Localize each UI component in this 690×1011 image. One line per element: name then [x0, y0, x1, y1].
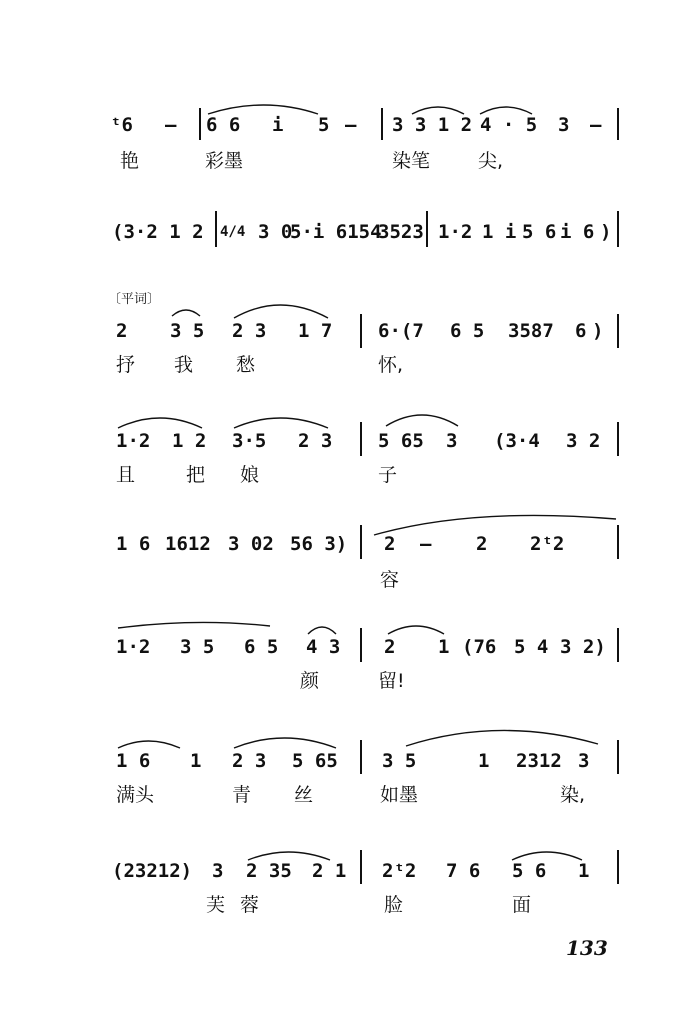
time-signature: 4/4 [220, 224, 246, 240]
lyric: 面 [512, 894, 532, 916]
lyric: 容 [380, 569, 400, 591]
slur [510, 844, 590, 862]
note: 5 65 [292, 750, 338, 772]
slur [410, 100, 470, 116]
note: — [420, 533, 432, 555]
note: (23212) [112, 860, 193, 882]
note: 1 [438, 636, 450, 658]
lyric: 娘 [240, 464, 260, 486]
lyric: 我 [174, 354, 194, 376]
note: ) [592, 320, 604, 342]
barline [360, 850, 362, 884]
barline [617, 740, 619, 774]
barline [617, 314, 619, 348]
note: 6 [575, 320, 587, 342]
lyric: 抒 [116, 354, 136, 376]
barline [381, 108, 383, 140]
lyric: 染笔 [392, 150, 431, 172]
note: 5 [318, 114, 330, 136]
note: 3 5 [382, 750, 417, 772]
note: 1 7 [298, 320, 333, 342]
barline [360, 740, 362, 774]
lyric: 且 [116, 464, 136, 486]
lyric: 子 [378, 464, 398, 486]
note: 5 6 [512, 860, 547, 882]
note: — [165, 114, 177, 136]
note: 6 5 [450, 320, 485, 342]
barline [617, 211, 619, 247]
barline [617, 422, 619, 456]
note: (76 [462, 636, 497, 658]
note: 3 [578, 750, 590, 772]
slur [232, 732, 342, 750]
note: i [272, 114, 284, 136]
note: ᵗ6 [110, 114, 133, 136]
slur [116, 412, 206, 430]
note: 2 [476, 533, 488, 555]
barline [617, 108, 619, 140]
note: 5 65 [378, 430, 424, 452]
note: 2ᵗ2 [530, 533, 565, 555]
note: 6 6 [206, 114, 241, 136]
note: (3·2 1 2 [112, 221, 204, 243]
note: 7 6 [446, 860, 481, 882]
note: 3 2) [560, 636, 606, 658]
slur [306, 620, 340, 636]
note: i 6 [560, 221, 595, 243]
note: 1 [478, 750, 490, 772]
lyric: 把 [186, 464, 206, 486]
barline [617, 850, 619, 884]
slur [170, 302, 204, 318]
barline [617, 628, 619, 662]
lyric: 芙 [206, 894, 226, 916]
note: 3 [212, 860, 224, 882]
note: 1 [578, 860, 590, 882]
note: 4 · 5 [480, 114, 538, 136]
note: 5·i 6154 [290, 221, 382, 243]
note: 3·5 [232, 430, 267, 452]
note: 1 6 [116, 750, 151, 772]
note: 2 1 [312, 860, 347, 882]
note: 2 35 [246, 860, 292, 882]
slur [206, 100, 326, 116]
note: 2ᵗ2 [382, 860, 417, 882]
lyric: 颜 [300, 670, 320, 692]
note: 2 [384, 636, 396, 658]
lyric: 尖, [478, 150, 504, 172]
note: 56 3) [290, 533, 348, 555]
slur [232, 412, 332, 430]
note: 1 6 [116, 533, 151, 555]
note: ) [600, 221, 612, 243]
note: 3587 [508, 320, 554, 342]
note: 3 2 [566, 430, 601, 452]
lyric: 脸 [384, 894, 404, 916]
lyric: 愁 [236, 354, 256, 376]
note: 2 3 [232, 320, 267, 342]
note: 3523 [378, 221, 424, 243]
lyric: 蓉 [240, 894, 260, 916]
note: 2 3 [298, 430, 333, 452]
note: 1·2 [116, 430, 151, 452]
page-number: 133 [566, 936, 608, 960]
slur [384, 408, 464, 428]
note: 3 5 [170, 320, 205, 342]
note: 1·2 [438, 221, 473, 243]
lyric: 青 [232, 784, 252, 806]
slur [232, 298, 332, 320]
note: 2 [116, 320, 128, 342]
lyric: 留! [378, 670, 405, 692]
note: 2 3 [232, 750, 267, 772]
lyric: 怀, [378, 354, 404, 376]
note: 1 2 [172, 430, 207, 452]
note: 5 4 [514, 636, 549, 658]
note: 3 5 [180, 636, 215, 658]
barline [215, 211, 217, 247]
slur [116, 734, 186, 750]
note: 1 i [482, 221, 517, 243]
slur [478, 100, 538, 116]
note: 3 3 1 2 [392, 114, 473, 136]
note: — [590, 114, 602, 136]
note: — [345, 114, 357, 136]
barline [199, 108, 201, 140]
note: 4 3 [306, 636, 341, 658]
slur [386, 620, 450, 636]
barline [426, 211, 428, 247]
barline [360, 314, 362, 348]
barline [360, 525, 362, 559]
note: 1·2 [116, 636, 151, 658]
barline [360, 628, 362, 662]
lyric: 彩墨 [205, 150, 244, 172]
note: 3 02 [228, 533, 274, 555]
note: 1 [190, 750, 202, 772]
slur [372, 515, 622, 537]
lyric: 满头 [116, 784, 155, 806]
note: 6 5 [244, 636, 279, 658]
lyric: 艳 [120, 150, 140, 172]
slur [116, 618, 276, 634]
note: 1612 [165, 533, 211, 555]
note: 3 [558, 114, 570, 136]
note: 3 0 [258, 221, 293, 243]
lyric: 染, [560, 784, 586, 806]
slur [404, 724, 604, 750]
note: 6·(7 [378, 320, 424, 342]
note: 5 6 [522, 221, 557, 243]
lyric: 如墨 [380, 784, 419, 806]
note: (3·4 [494, 430, 540, 452]
slur [246, 844, 336, 862]
barline [360, 422, 362, 456]
note: 3 [446, 430, 458, 452]
note: 2312 [516, 750, 562, 772]
note: 2 [384, 533, 396, 555]
lyric: 丝 [294, 784, 314, 806]
section-label: 〔平词〕 [108, 292, 161, 307]
